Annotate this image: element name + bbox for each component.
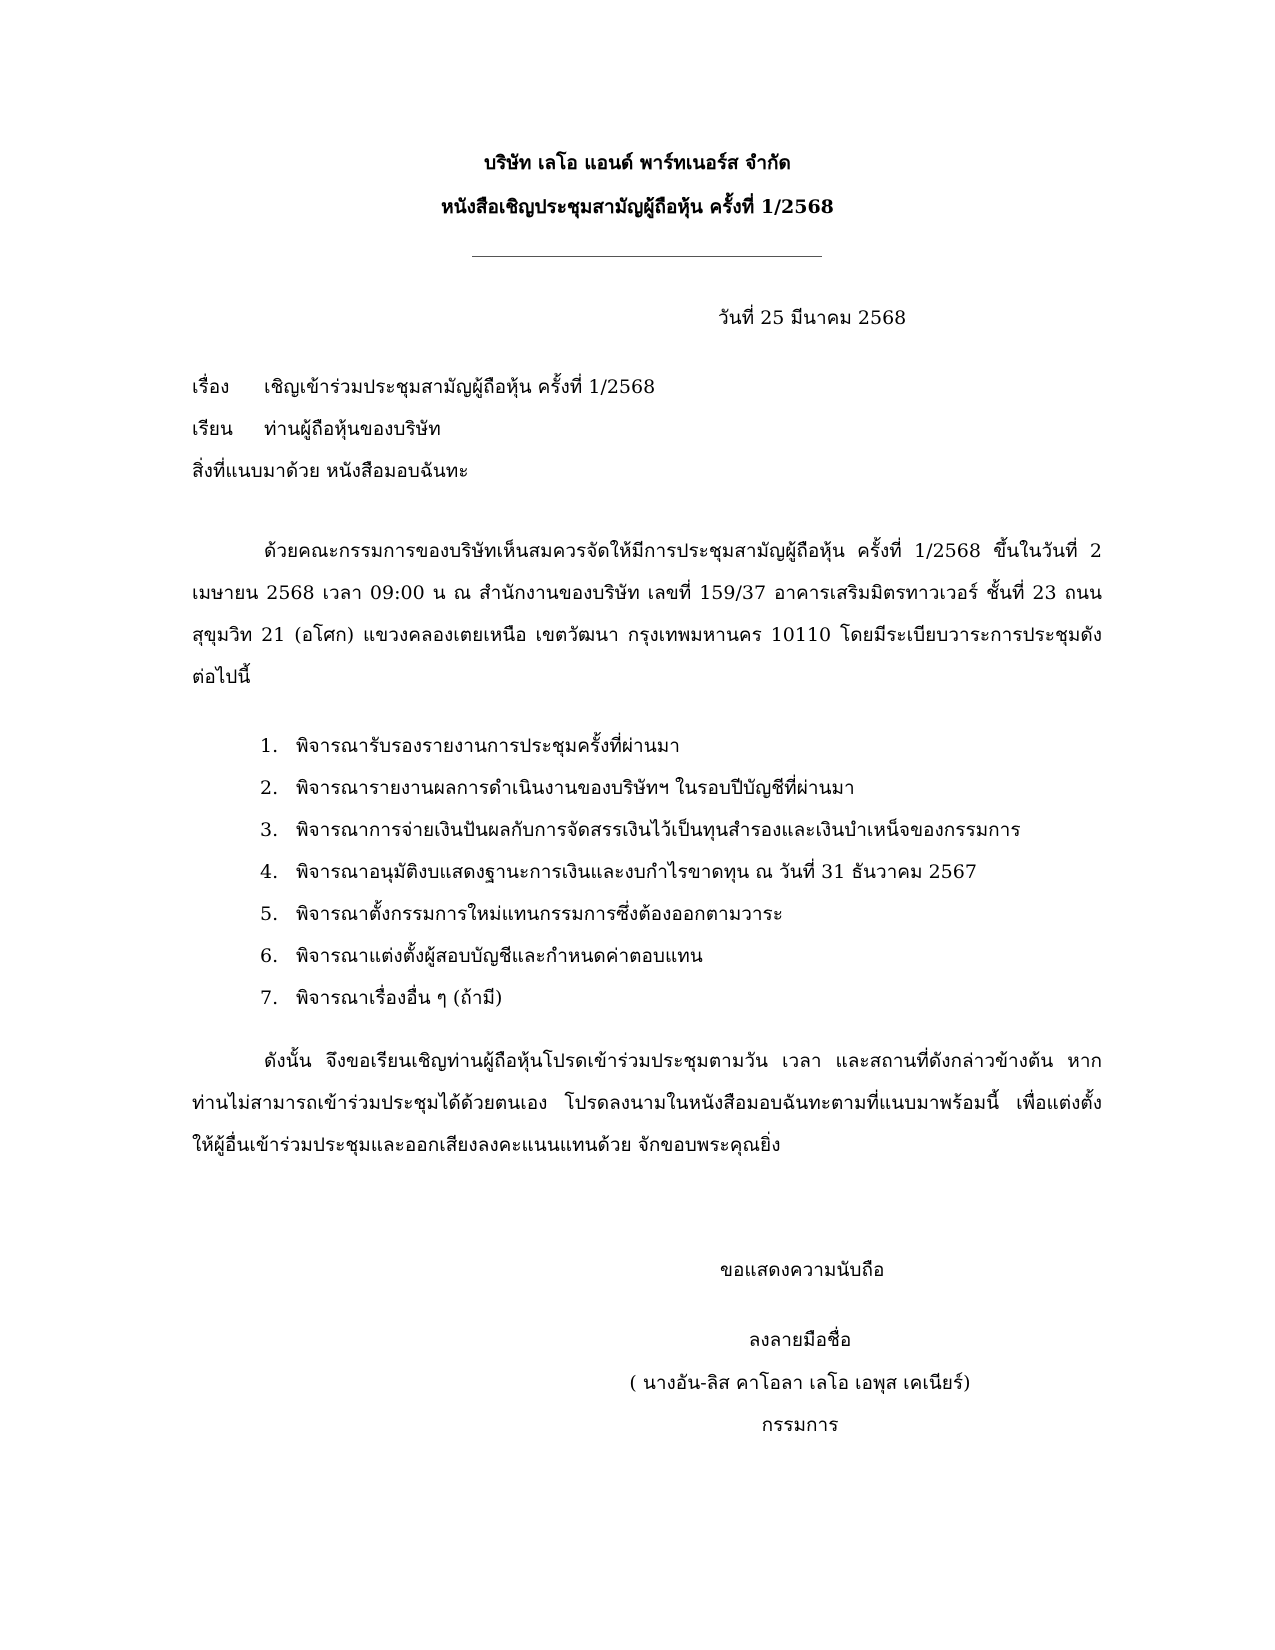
agenda-text: พิจารณาแต่งตั้งผู้สอบบัญชีและกำหนดค่าตอบแทน — [296, 945, 703, 967]
closing-regards: ขอแสดงความนับถือ — [720, 1259, 885, 1281]
agenda-number: 2. — [260, 777, 279, 799]
agenda-number: 7. — [260, 987, 279, 1009]
recipient-value: ท่านผู้ถือหุ้นของบริษัท — [264, 418, 441, 440]
agenda-text: พิจารณารับรองรายงานการประชุมครั้งที่ผ่านมา — [296, 735, 680, 757]
agenda-text: พิจารณาเรื่องอื่น ๆ (ถ้ามี) — [296, 987, 503, 1009]
agenda-item — [260, 977, 1021, 1019]
agenda-number: 1. — [260, 735, 279, 757]
agenda-text: พิจารณาการจ่ายเงินปันผลกับการจัดสรรเงินไว้เป็นทุนสำรองและเงินบำเหน็จของกรรมการ — [296, 819, 1021, 841]
closing-paragraph: ดังนั้น จึงขอเรียนเชิญท่านผู้ถือหุ้นโปรดเข้าร่วมประชุมตามวัน เวลา และสถานที่ดังกล่าวข้างต้น หากท่านไม่สามารถเข้าร่วมประชุมได้ด้วยตนเอง โปรดลงนามในหนังสือมอบฉันทะตามที่แนบมาพร้อมนี้ เพื่อแต่งตั้งให้ผู้อื่นเข้าร่วมประชุมและออกเสียงลงคะแนนแทนด้วย จักขอบพระคุณยิ่ง — [192, 1050, 1102, 1156]
recipient-label: เรียน — [192, 418, 233, 440]
agenda-text: พิจารณาอนุมัติงบแสดงฐานะการเงินและงบกำไรขาดทุน ณ วันที่ 31 ธันวาคม 2567 — [296, 861, 977, 883]
document-date: วันที่ 25 มีนาคม 2568 — [718, 307, 907, 329]
intro-paragraph: ด้วยคณะกรรมการของบริษัทเห็นสมควรจัดให้มีการประชุมสามัญผู้ถือหุ้น ครั้งที่ 1/2568 ขึ้นในวันที่ 2 เมษายน 2568 เวลา 09:00 น ณ สำนักงานของบริษัท เลขที่ 159/37 อาคารเสริมมิตรทาวเวอร์ ชั้นที่ 23 ถนนสุขุมวิท 21 (อโศก) แขวงคลองเตยเหนือ เขตวัฒนา กรุงเทพมหานคร 10110 โดยมีระเบียบวาระการประชุมดังต่อไปนี้ — [192, 540, 1102, 688]
attachment-row: สิ่งที่แนบมาด้วย หนังสือมอบฉันทะ — [192, 460, 469, 482]
agenda-text: พิจารณารายงานผลการดำเนินงานของบริษัทฯ ในรอบปีบัญชีที่ผ่านมา — [296, 777, 855, 799]
document-title: หนังสือเชิญประชุมสามัญผู้ถือหุ้น ครั้งที่ 1/2568 — [441, 196, 834, 218]
agenda-item — [260, 725, 1021, 767]
title-underline — [472, 256, 822, 257]
agenda-item — [260, 893, 1021, 935]
agenda-item — [260, 851, 1021, 893]
agenda-item — [260, 935, 1021, 977]
subject-row — [192, 372, 655, 402]
agenda-number: 6. — [260, 945, 279, 967]
subject-label: เรื่อง — [192, 376, 230, 398]
agenda-number: 4. — [260, 861, 279, 883]
signer-name: ( นางอัน-ลิส คาโอลา เลโอ เอพุส เคเนียร์) — [629, 1372, 971, 1394]
agenda-item — [260, 767, 1021, 809]
agenda-list — [260, 725, 1021, 1019]
agenda-number: 5. — [260, 903, 279, 925]
agenda-item — [260, 809, 1021, 851]
agenda-text: พิจารณาตั้งกรรมการใหม่แทนกรรมการซึ่งต้องออกตามวาระ — [296, 903, 783, 925]
subject-value: เชิญเข้าร่วมประชุมสามัญผู้ถือหุ้น ครั้งที่ 1/2568 — [264, 376, 656, 398]
signature-label: ลงลายมือชื่อ — [748, 1329, 852, 1351]
recipient-row — [192, 414, 441, 444]
agenda-number: 3. — [260, 819, 279, 841]
company-name: บริษัท เลโอ แอนด์ พาร์ทเนอร์ส จำกัด — [484, 152, 791, 174]
signer-position: กรรมการ — [761, 1414, 839, 1436]
